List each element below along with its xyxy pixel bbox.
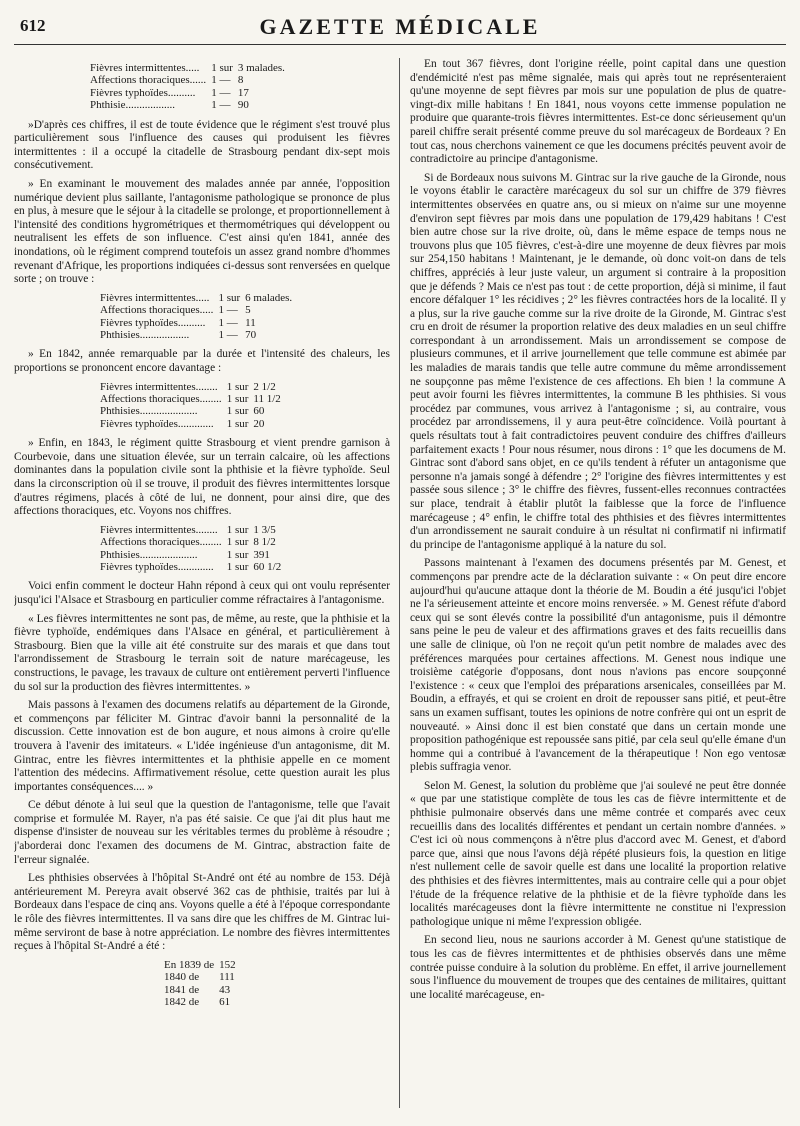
stat-ratio: 1 — xyxy=(218,328,238,341)
paragraph: En tout 367 fièvres, dont l'origine réelle, point capital dans une question d'endémicité n'est pas même signalée, mais qui après tout ne représenteraient qu'une moyenne de sept fièvres par mois sur une population de plus de quatre-vingt-dix mille habitans ! En 1841, nous voyons cette immense population ne produire que quarante-trois fièvres intermittentes. Est-ce donc sérieusement qu'un pareil chiffre serait présenté comme preuve du sol marécageux de Bordeaux ? En tout cas, nous cherchons vainement ce que les documens précités peuvent avoir de contradictoire au principe d'antagonisme. xyxy=(410,58,786,166)
stat-value: 60 xyxy=(253,405,265,418)
table-row xyxy=(100,393,286,405)
stat-label: Phthisie.................. xyxy=(90,99,175,112)
stat-value: 70 xyxy=(245,328,257,341)
stat-value: 3 malades. xyxy=(237,62,285,74)
table-row xyxy=(164,959,241,971)
table-row xyxy=(100,329,297,341)
stat-ratio: 1 sur xyxy=(218,291,241,304)
table-row xyxy=(100,549,286,561)
stat-value: 1 3/5 xyxy=(253,523,276,536)
stat-value: 8 xyxy=(237,74,244,87)
stat-ratio: 1 — xyxy=(218,304,238,317)
stat-value: 8 1/2 xyxy=(253,536,276,549)
stats-table-2 xyxy=(100,292,297,342)
year-value: 152 xyxy=(219,958,236,971)
paragraph: En second lieu, nous ne saurions accorder à M. Genest qu'une statistique de tous les cas de fièvres intermittentes et de phthisies observés dans une même contrée puisse conduire à la solution du problème. En effet, il arrive journellement sous l'influence du mouvement de troupes que des centaines de militaires, quittant une localité marécageuse, en- xyxy=(410,934,786,1001)
stat-value: 60 1/2 xyxy=(253,560,282,573)
year-label: 1841 de xyxy=(164,983,200,996)
stat-value: 17 xyxy=(237,86,249,99)
stat-label: Fièvres typhoïdes.......... xyxy=(100,316,206,329)
stat-label: Phthisies..................... xyxy=(100,548,198,561)
paragraph: « Les fièvres intermittentes ne sont pas, de même, au reste, que la phthisie et la fièvre typhoïde, endémiques dans l'Alsace en général, et particulièrement à Strasbourg. Bien que la ville ait été construite sur des marais et que dans tout l'arrondissement de Strasbourg le terrain soit de nature marécageuse, les constructions, le pavage, les travaux de culture ont entièrement perverti l'influence du sol sur la production des fièvres intermittentes. » xyxy=(14,612,390,693)
stat-ratio: 1 sur xyxy=(226,523,249,536)
stat-ratio: 1 sur xyxy=(211,62,233,74)
year-label: En 1839 de xyxy=(164,958,215,971)
stat-ratio: 1 — xyxy=(211,74,231,87)
table-row xyxy=(164,971,241,983)
paragraph: Selon M. Genest, la solution du problème que j'ai soulevé ne peut être donnée « que par une statistique complète de tous les cas de fièvre intermittente et de phthisie pulmonaire observés dans une même contrée et comparés avec ceux recueillis dans des localités différentes et pendant un certain nombre d'années. » C'est ici où nous commençons à n'être plus d'accord avec M. Genest, et d'abord parce que, ainsi que nous l'avons déjà répété plusieurs fois, la question en litige n'est nullement celle de savoir quelle est dans une localité la proportion relative des phthisies et des fièvres intermittentes, mais au contraire celle qui a pour objet l'étude de la fréquence relative de la phthisie et de la fièvre typhoïde dans les localités marécageuses dont la fièvre intermittente ne constitue ni l'expression pathologique unique ni même l'expression obligée. xyxy=(410,779,786,928)
table-row xyxy=(90,62,290,74)
stat-ratio: 1 sur xyxy=(226,548,249,561)
table-row xyxy=(100,561,286,573)
stat-label: Fièvres intermittentes..... xyxy=(90,62,200,74)
stats-table-4 xyxy=(100,524,286,574)
table-row xyxy=(100,524,286,536)
stat-value: 2 1/2 xyxy=(253,380,276,393)
page-number: 612 xyxy=(20,16,46,35)
table-row xyxy=(100,418,286,430)
left-column xyxy=(14,58,390,1120)
stats-table-3 xyxy=(100,381,286,431)
column-divider xyxy=(399,58,400,1108)
table-row xyxy=(100,536,286,548)
paragraph: Si de Bordeaux nous suivons M. Gintrac sur la rive gauche de la Gironde, nous le voyons établir le caractère marécageux du sol sur un chiffre de 379 fièvres intermittentes observées en quatre ans, ou si mieux on n'aime sur une moyenne d'environ sept fièvres par mois dans une population de 179,429 habitans ! C'est bien autre chose sur la rive droite, où, dans le même espace de temps nous ne trouvons plus que 105 fièvres, c'est-à-dire une moyenne de deux fièvres par mois sur 254,150 habitans ! Maintenant, je le demande, où donc voit-on dans de tels chiffres, appréciés à leur juste valeur, un argument si contraire à la proposition que je défends ? Mais ce n'est pas tout : de cette proportion, déjà si minime, il faut encore défalquer 1° les récidives ; 2° les fièvres contractées hors de la localité. Il y a plus, sur la rive gauche comme sur la rive droite de la Gironde, M. Gintrac s'est cru en droit de résumer la proportion relative des deux maladies en un seul chiffre correspondant à un arrondissement. Mais un arrondissement se compose de plusieurs communes, et il arrive journellement que telle commune est abimée par les maladies de marais tandis que telle autre commune du même arrondissement ne soupçonne pas même l'existence de ces affections. Eh bien ! la commune A peut avoir fourni les fièvres intermittentes, la commune B les phthisies. Si vous procédez par communes, vous arrivez à l'antagonisme ; si, au contraire, vous procédez par arrondissemens, il y aura peut-être coïncidence. Voilà pourtant à quels résultats tout à fait contradictoires peuvent conduire des chiffres d'ailleurs parfaitement exacts ! Pour nous résumer, nous dirons : 1° que les documens de M. Gintrac sont d'abord sans objet, en ce qu'ils tendent à réfuter un antagonisme que personne n'a jamais songé à défendre ; 2° l'origine des fièvres intermittentes y est passée sous silence ; 3° le chiffre des fièvres, fussent-elles reconnues contractées sur place, tendrait à établir plutôt la faiblesse que la force de l'influence marécageuse ; 4° enfin, le chiffre total des phthisies et des fièvres intermittentes d'un arrondissement ne saurait conduire à un résultat ni confirmatif ni infirmatif du principe de l'antagonisme appliqué à la nature du sol. xyxy=(410,171,786,551)
stat-label: Phthisies.................. xyxy=(100,328,190,341)
stat-ratio: 1 sur xyxy=(226,380,249,393)
stat-ratio: 1 sur xyxy=(226,392,249,405)
table-row xyxy=(100,405,286,417)
paragraph: » Enfin, en 1843, le régiment quitte Strasbourg et vient prendre garnison à Courbevoie, dans une situation élevée, sur un terrain calcaire, où les affections dominantes dans la population civile sont la phthisie et la fièvre typhoïde. Seul dans la circonscription où il se trouve, il produit des fièvres intermittentes lorsque d'autres régimens, placés à côté de lui, ne donnent, pour ainsi dire, que des affections thoraciques, etc. Voyons nos chiffres. xyxy=(14,437,390,518)
stat-value: 90 xyxy=(237,99,249,112)
paragraph: Passons maintenant à l'examen des documens présentés par M. Genest, et commençons par prendre acte de la déclaration suivante : « On peut dire encore aujourd'hui qu'aucune attaque dont la théorie de M. Boudin a été jusqu'ici l'objet ne l'a sérieusement atteinte et encore moins renversée. » M. Genest réfute d'abord ceux qui se sont élevés contre la possibilité d'un antagonisme, puis il démontre sans peine le peu de valeur et des affirmations graves et des faits recueillis dans une salle de clinique, où l'on ne reçoit qu'un petit nombre de malades avec des préférences marquées pour certaines affections. M. Genest nous indique une troisième catégorie d'opposans, dont nous n'avions pas encore soupçonné l'existence : « ceux que l'emploi des préparations arsenicales, conseillées par M. Boudin, a effrayés, et qui se croient en droit de repousser sans pitié, et peut-être sans un examen suffisant, toutes les opinions de notre confrère qui ont un esprit de nouveauté. » Ainsi donc il est bien constaté que dans un certain monde une proposition pathogénique est repoussée sans pitié, par cela seul qu'elle émane d'un homme qui a contribué à l'avancement de la thérapeutique ! Non ego ventosæ plebis suffragia venor. xyxy=(410,557,786,774)
year-label: 1842 de xyxy=(164,996,200,1009)
stat-ratio: 1 sur xyxy=(226,560,249,573)
stat-label: Affections thoraciques........ xyxy=(100,536,222,549)
stat-value: 11 xyxy=(245,316,256,329)
paragraph: »D'après ces chiffres, il est de toute évidence que le régiment s'est trouvé plus particulièrement sous l'influence des causes qui produisent les fièvres intermittentes : il a occupé la citadelle de Strasbourg pendant dix-sept mois consécutivement. xyxy=(14,118,390,172)
stat-label: Phthisies..................... xyxy=(100,405,198,418)
stat-value: 6 malades. xyxy=(245,291,293,304)
stat-ratio: 1 — xyxy=(211,99,231,112)
paragraph: » En examinant le mouvement des malades année par année, l'opposition numérique devient plus saillante, l'antagonisme pathologique se prononce de plus en plus, à mesure que le séjour à la citadelle se prolonge, et proportionnellement à l'intensité des conditions hygrométriques et thermométriques qui développent ou neutralisent les effets de son influence. C'est ainsi qu'en 1841, année des inondations, où le régiment comprend toutefois un assez grand nombre d'hommes revenant d'Afrique, les proportions indiquées ci-dessus sont renversées en quelque sorte ; on trouve : xyxy=(14,178,390,286)
paragraph: » En 1842, année remarquable par la durée et l'intensité des chaleurs, les proportions se prononcent encore davantage : xyxy=(14,348,390,374)
years-table xyxy=(164,959,241,1009)
stat-label: Fièvres intermittentes........ xyxy=(100,523,218,536)
table-row xyxy=(164,984,241,996)
table-row xyxy=(100,292,297,304)
stat-value: 391 xyxy=(253,548,270,561)
stat-label: Fièvres typhoïdes............. xyxy=(100,560,214,573)
stat-label: Affections thoraciques..... xyxy=(100,304,214,317)
table-row xyxy=(100,304,297,316)
right-column xyxy=(410,58,786,1120)
paragraph: Les phthisies observées à l'hôpital St-André ont été au nombre de 153. Déjà antérieurement M. Pereyra avait observé 362 cas de phthisie, traités par lui à Bordeaux dans l'espace de cinq ans. Voyons quelle a été à l'époque correspondante le rôle des fièvres intermittentes. Il va sans dire que les chiffres de M. Gintrac lui-même serviront de base à notre appréciation. Le nombre des fièvres intermittentes reçues à l'hôpital St-André a été : xyxy=(14,872,390,953)
table-row xyxy=(90,99,290,111)
stats-table-1 xyxy=(90,62,290,112)
stat-label: Fièvres typhoïdes............. xyxy=(100,417,214,430)
year-value: 61 xyxy=(219,996,231,1009)
stat-value: 11 1/2 xyxy=(253,392,281,405)
stat-label: Fièvres intermittentes..... xyxy=(100,291,210,304)
table-row xyxy=(100,317,297,329)
stat-label: Affections thoraciques...... xyxy=(90,74,207,87)
table-row xyxy=(100,381,286,393)
paragraph: Voici enfin comment le docteur Hahn répond à ceux qui ont voulu représenter jusqu'ici l'Alsace et Strasbourg en particulier comme réfractaires à l'antagonisme. xyxy=(14,580,390,606)
paragraph: Mais passons à l'examen des documens relatifs au département de la Gironde, et commençons par féliciter M. Gintrac d'avoir banni la personnalité de la discussion. Cette innovation est de bon augure, et nous aimons à croire qu'elle trouvera à l'avenir des imitateurs. « L'idée ingénieuse d'un antagonisme, dit M. Gintrac, entre les fièvres intermittentes et la phthisie appelle en ce moment l'attention des médecins. Affirmativement résolue, cette question aurait les plus importantes conséquences.... » xyxy=(14,699,390,793)
table-row xyxy=(90,87,290,99)
stat-ratio: 1 sur xyxy=(226,417,249,430)
stat-ratio: 1 sur xyxy=(226,405,249,418)
stat-ratio: 1 sur xyxy=(226,536,249,549)
year-label: 1840 de xyxy=(164,971,200,984)
page-header xyxy=(14,14,786,45)
journal-title: GAZETTE MÉDICALE xyxy=(259,14,541,39)
stat-value: 5 xyxy=(245,304,251,317)
stat-label: Affections thoraciques........ xyxy=(100,392,222,405)
table-row xyxy=(164,996,241,1008)
stat-ratio: 1 — xyxy=(218,316,238,329)
year-value: 111 xyxy=(219,971,235,984)
stat-label: Fièvres intermittentes........ xyxy=(100,380,218,393)
stat-ratio: 1 — xyxy=(211,86,231,99)
paragraph: Ce début dénote à lui seul que la question de l'antagonisme, telle que l'avait comprise et formulée M. Rayer, n'a pas été saisie. Ce que j'ai dit plus haut me dispense d'insister de nouveau sur les véritables termes du problème à résoudre ; j'aborderai donc l'examen des documens de M. Gintrac, abstraction faite de l'erreur signalée. xyxy=(14,799,390,866)
stat-label: Fièvres typhoïdes.......... xyxy=(90,86,196,99)
stat-value: 20 xyxy=(253,417,265,430)
year-value: 43 xyxy=(219,983,231,996)
table-row xyxy=(90,74,290,86)
